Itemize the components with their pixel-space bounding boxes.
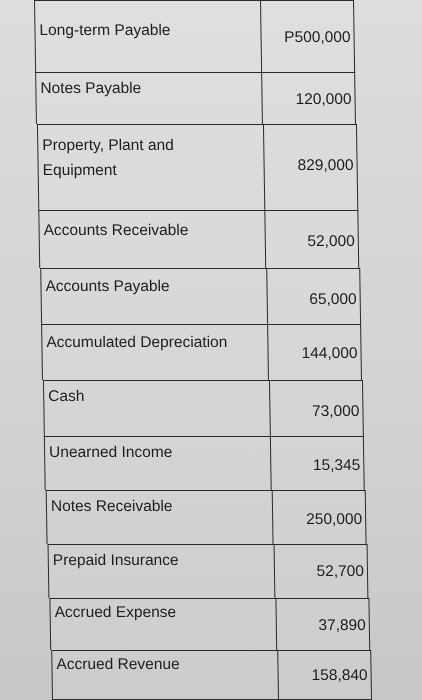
account-name: Notes Payable [40,80,142,97]
account-name-cell [44,381,271,436]
table-row [51,650,372,700]
amount-value: 73,000 [311,403,360,420]
account-name: Accounts Payable [45,278,170,295]
account-name-cell [38,125,265,210]
account-name-cell [45,437,272,490]
amount-value: 15,345 [312,457,361,474]
account-table [30,0,371,700]
account-name-cell [52,651,279,699]
amount-value: 52,700 [316,563,365,580]
amount-value: 37,890 [318,617,366,634]
table-row [34,0,355,72]
amount-cell [273,491,366,544]
account-name: Accounts Receivable [43,222,189,239]
table-row [48,544,369,598]
amount-value: 158,840 [311,667,368,684]
account-name: Long-term Payable [39,22,171,39]
account-name: Accumulated Depreciation [46,334,228,351]
amount-value: 250,000 [305,511,363,528]
amount-value: 144,000 [301,345,358,362]
table-row [46,490,367,544]
amount-cell [265,211,358,268]
amount-cell [271,437,364,490]
table-row [38,210,359,268]
table-row [37,124,358,210]
amount-cell [276,599,369,650]
amount-value: 52,000 [307,233,355,250]
account-name-cell [47,491,274,544]
table-row [44,436,365,490]
table-row [43,380,364,436]
table-row [49,598,370,650]
amount-cell [264,125,357,210]
account-name-cell [41,269,268,324]
table-row [41,324,362,380]
amount-cell [270,381,363,436]
account-name-cell [50,599,277,650]
account-name-cell [35,1,262,72]
account-name: Unearned Income [48,444,173,461]
account-name: Property, Plant and Equipment [42,137,174,179]
account-name-cell [42,325,269,380]
account-name: Accrued Revenue [56,656,180,673]
account-name-cell [49,545,276,598]
amount-cell [268,325,361,380]
amount-cell [275,545,368,598]
table-row [35,72,356,124]
table-row [40,268,361,324]
amount-cell [278,651,371,699]
account-name-cell [39,211,266,268]
account-name: Notes Receivable [50,498,173,515]
amount-cell [261,1,354,72]
account-name: Accrued Expense [54,604,177,621]
amount-cell [267,269,360,324]
amount-value: 65,000 [309,291,357,308]
account-name: Cash [48,388,85,405]
amount-value: 829,000 [297,157,354,174]
amount-value: 120,000 [295,91,352,108]
amount-cell [262,73,355,124]
account-name-cell [36,73,263,124]
amount-value: P500,000 [284,29,351,46]
account-name: Prepaid Insurance [52,552,179,569]
